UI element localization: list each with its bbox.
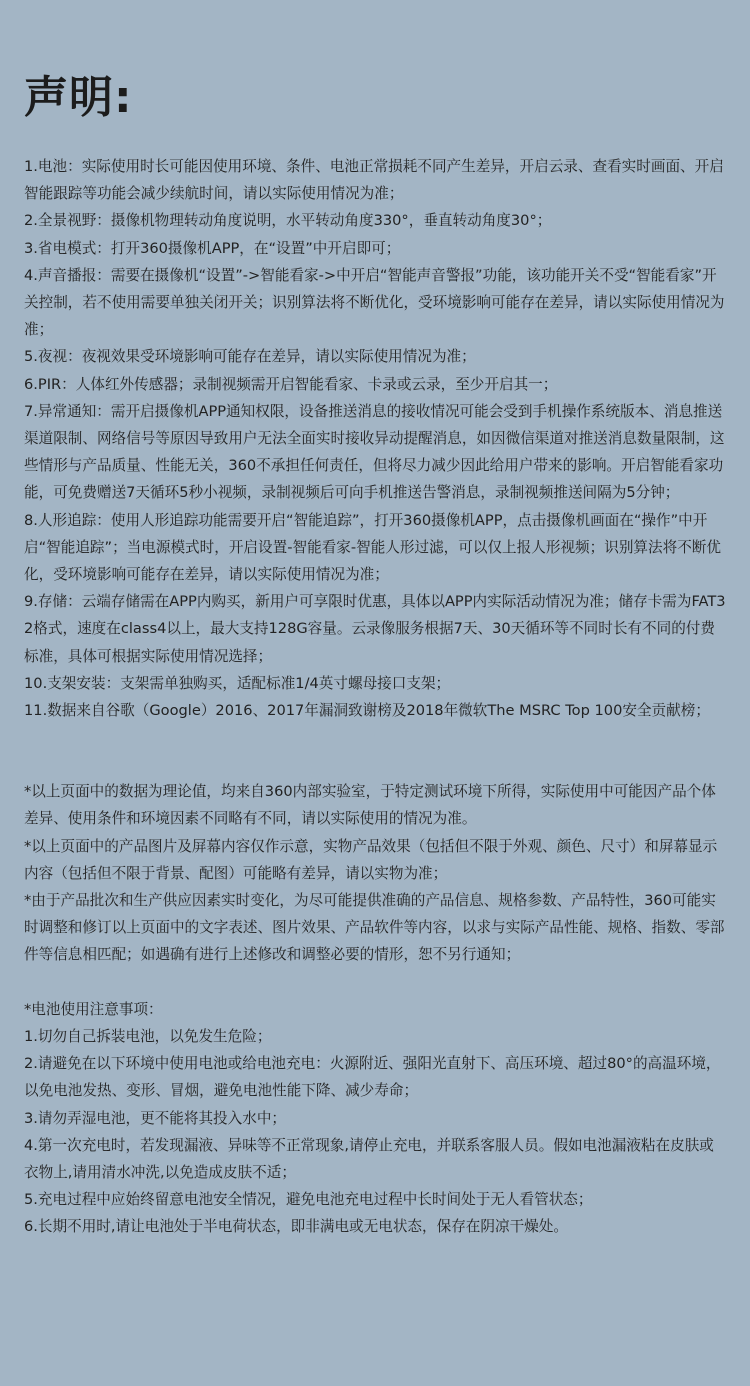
battery-precautions bbox=[24, 996, 728, 1241]
section-spacer bbox=[24, 724, 728, 778]
declaration-item-mount: 10.支架安装：支架需单独购买，适配标准1/4英寸螺母接口支架； bbox=[24, 674, 451, 692]
section-spacer bbox=[24, 969, 728, 996]
notice-list bbox=[24, 778, 728, 968]
battery-precaution-item: 4.第一次充电时，若发现漏液、异味等不正常现象,请停止充电，并联系客服人员。假如电池漏液粘在皮肤或衣物上,请用清水冲洗,以免造成皮肤不适； bbox=[24, 1136, 714, 1181]
battery-precaution-item: 1.切勿自己拆装电池，以免发生危险； bbox=[24, 1027, 272, 1045]
declaration-item-alert: 7.异常通知：需开启摄像机APP通知权限，设备推送消息的接收情况可能会受到手机操作系统版本、消息推送渠道限制、网络信号等原因导致用户无法全面实时接收异动提醒消息，如因微信渠道对推送消息数量限制，这些情形与产品质量、性能无关，360不承担任何责任，但将尽力减少因此给用户带来的影响。开启智能看家功能，可免费赠送7天循环5秒小视频，录制视频后可向手机推送告警消息，录制视频推送间隔为5分钟； bbox=[24, 402, 725, 502]
declaration-item-night-vision: 5.夜视：夜视效果受环境影响可能存在差异，请以实际使用情况为准； bbox=[24, 348, 476, 366]
battery-precaution-item: 3.请勿弄湿电池，更不能将其投入水中； bbox=[24, 1109, 287, 1127]
notice-item: *由于产品批次和生产供应因素实时变化，为尽可能提供准确的产品信息、规格参数、产品特性，360可能实时调整和修订以上页面中的文字表述、图片效果、产品软件等内容，以求与实际产品性能、规格、指数、零部件等信息相匹配；如遇确有进行上述修改和调整必要的情形，恕不另行通知； bbox=[24, 892, 725, 964]
battery-precaution-item: 2.请避免在以下环境中使用电池或给电池充电：火源附近、强阳光直射下、高压环境、超过80°的高温环境，以免电池发热、变形、冒烟，避免电池性能下降、减少寿命； bbox=[24, 1055, 721, 1100]
page-title: 声明: bbox=[24, 72, 133, 123]
notice-item: *以上页面中的数据为理论值，均来自360内部实验室，于特定测试环境下所得，实际使用中可能因产品个体差异、使用条件和环境因素不同略有不同，请以实际使用的情况为准。 bbox=[24, 783, 716, 828]
declaration-item-pir: 6.PIR：人体红外传感器；录制视频需开启智能看家、卡录或云录，至少开启其一； bbox=[24, 375, 558, 393]
declaration-list bbox=[24, 153, 728, 724]
notice-item: *以上页面中的产品图片及屏幕内容仅作示意，实物产品效果（包括但不限于外观、颜色、尺寸）和屏幕显示内容（包括但不限于背景、配图）可能略有差异，请以实物为准； bbox=[24, 837, 718, 882]
battery-precaution-item: 5.充电过程中应始终留意电池安全情况，避免电池充电过程中长时间处于无人看管状态； bbox=[24, 1191, 593, 1209]
declaration-item-panorama: 2.全景视野：摄像机物理转动角度说明，水平转动角度330°，垂直转动角度30°； bbox=[24, 212, 552, 230]
battery-precautions-heading: *电池使用注意事项： bbox=[24, 1000, 163, 1018]
declaration-item-voice-broadcast: 4.声音播报：需要在摄像机“设置”->智能看家->中开启“智能声音警报”功能，该功能开关不受“智能看家”开关控制，若不使用需要单独关闭开关；识别算法将不断优化，受环境影响可能存在差异，请以实际使用情况为准； bbox=[24, 266, 725, 339]
declaration-item-battery: 1.电池：实际使用时长可能因使用环境、条件、电池正常损耗不同产生差异，开启云录、查看实时画面、开启智能跟踪等功能会减少续航时间，请以实际使用情况为准； bbox=[24, 158, 724, 203]
declaration-item-data-source: 11.数据来自谷歌（Google）2016、2017年漏洞致谢榜及2018年微软The MSRC Top 100安全贡献榜； bbox=[24, 702, 710, 720]
declaration-item-storage: 9.存储：云端存储需在APP内购买，新用户可享限时优惠，具体以APP内实际活动情况为准；储存卡需为FAT32格式，速度在class4以上，最大支持128G容量。云录像服务根据7天、30天循环等不同时长有不同的付费标准，具体可根据实际使用情况选择； bbox=[24, 593, 726, 665]
declaration-item-power-saving: 3.省电模式：打开360摄像机APP，在“设置”中开启即可； bbox=[24, 239, 401, 257]
declaration-item-human-tracking: 8.人形追踪：使用人形追踪功能需要开启“智能追踪”，打开360摄像机APP，点击摄像机画面在“操作”中开启“智能追踪”；当电源模式时，开启设置-智能看家-智能人形过滤，可以仅上报人形视频；识别算法将不断优化，受环境影响可能存在差异，请以实际使用情况为准； bbox=[24, 511, 721, 584]
battery-precaution-item: 6.长期不用时,请让电池处于半电荷状态，即非满电或无电状态，保存在阴凉干燥处。 bbox=[24, 1218, 568, 1236]
